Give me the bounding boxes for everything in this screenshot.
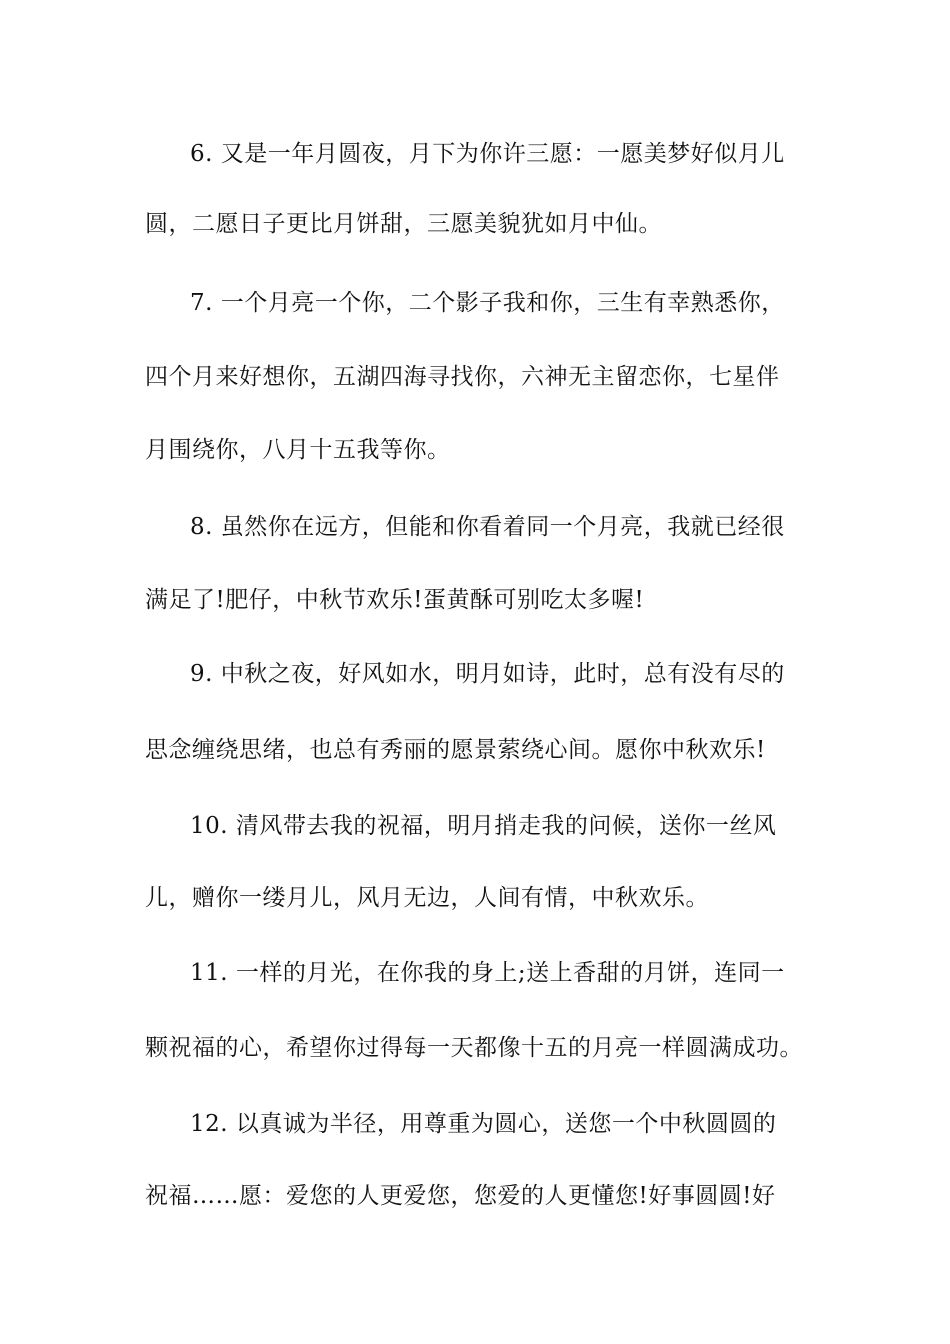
paragraph-7-line-3: 月围绕你，八月十五我等你。 [145, 437, 451, 463]
paragraph-12-line-1: 12. 以真诚为半径，用尊重为圆心，送您一个中秋圆圆的 [190, 1111, 777, 1137]
paragraph-7-line-2: 四个月来好想你，五湖四海寻找你，六神无主留恋你，七星伴 [145, 364, 780, 390]
paragraph-11-line-1: 11. 一样的月光，在你我的身上;送上香甜的月饼，连同一 [190, 960, 785, 986]
paragraph-9-line-1: 9. 中秋之夜，好风如水，明月如诗，此时，总有没有尽的 [190, 661, 785, 687]
paragraph-8-line-2: 满足了!肥仔，中秋节欢乐!蛋黄酥可别吃太多喔! [145, 587, 645, 613]
paragraph-12-line-2: 祝福……愿：爱您的人更爱您，您爱的人更懂您!好事圆圆!好 [145, 1183, 776, 1209]
paragraph-6-line-2: 圆，二愿日子更比月饼甜，三愿美貌犹如月中仙。 [145, 211, 662, 237]
paragraph-11-line-2: 颗祝福的心，希望你过得每一天都像十五的月亮一样圆满成功。 [145, 1035, 803, 1061]
paragraph-8-line-1: 8. 虽然你在远方，但能和你看着同一个月亮，我就已经很 [190, 514, 785, 540]
paragraph-10-line-1: 10. 清风带去我的祝福，明月捎走我的问候，送你一丝风 [190, 813, 777, 839]
paragraph-10-line-2: 儿，赠你一缕月儿，风月无边，人间有情，中秋欢乐。 [145, 885, 709, 911]
paragraph-7-line-1: 7. 一个月亮一个你，二个影子我和你，三生有幸熟悉你， [190, 290, 785, 316]
paragraph-9-line-2: 思念缠绕思绪，也总有秀丽的愿景萦绕心间。愿你中秋欢乐! [145, 737, 766, 763]
paragraph-6-line-1: 6. 又是一年月圆夜，月下为你许三愿：一愿美梦好似月儿 [190, 141, 785, 167]
